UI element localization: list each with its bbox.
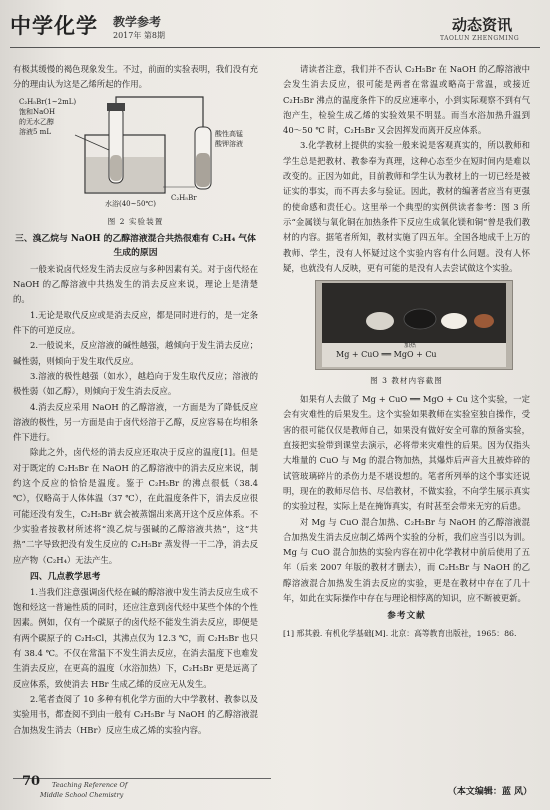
reaction-equation: Mg + CuO ══ MgO + Cu <box>336 350 437 360</box>
textbook-photo <box>315 280 513 370</box>
section-heading-3: 三、溴乙烷与 NaOH 的乙醇溶液混合共热很难有 C₂H₄ 气体生成的原因 <box>15 233 256 258</box>
editor-note: （本文编辑：蓝 风） <box>447 787 532 797</box>
paragraph: 有极其缓慢的褐色现象发生。不过，前面的实验表明，我们没有充分的理由认为这是乙烯所起的作用。 <box>13 64 258 90</box>
paragraph: 请读者注意，我们并不否认 C₂H₅Br 在 NaOH 的乙醇溶液中会发生消去反应，很可能是两者在常温或略高于常温，或接近 C₂H₅Br 沸点的温度条件下的反应速率小，小到实际观察不到有气泡产生，检验生成乙烯的实验效果不明显。而当水浴加热升温到 40～50 ℃ 时，C₂H₅Br 又会因挥发而离开反应体系。 <box>283 64 530 136</box>
section-title: 动态资讯 <box>451 16 512 34</box>
page-number: 70 <box>22 774 41 789</box>
paragraph: 4.消去反应采用 NaOH 的乙醇溶液，一方面是为了降低反应溶液的极性，另一方面是由于卤代烃溶于乙醇，反应容易在均相条件下进行。 <box>13 401 258 443</box>
gas-label: C₂H₅Br <box>171 193 197 202</box>
footer-rule <box>13 778 271 779</box>
reagent-label: C₂H₅Br(1~2mL) 饱和NaOH 的无水乙醇 溶液5 mL <box>19 97 77 136</box>
header-rule <box>10 47 540 48</box>
bath-label: 水浴(40~50℃) <box>105 199 156 208</box>
figure-2-apparatus <box>13 95 258 213</box>
figure-3-caption: 图 3 教材内容截图 <box>370 376 443 386</box>
paragraph: 1.无论是取代反应或是消去反应，都是同时进行的，是一定条件下的可逆反应。 <box>13 309 258 336</box>
section-en: TAOLUN ZHENGMING <box>440 35 520 42</box>
paragraph: 一般来说卤代烃发生消去反应与多种因素有关。对于卤代烃在 NaOH 的乙醇溶液中共热发生的消去反应来说，理论上是清楚的。 <box>13 263 258 305</box>
paragraph: 2.笔者查阅了 10 多种有机化学方面的大中学教材、教参以及实验用书，都查阅不到由一般有 C₂H₅Br 与 NaOH 的乙醇溶液混合加热发生消去（HBr）反应生成乙烯的实验内容。 <box>13 693 258 735</box>
paragraph: 除此之外，卤代烃的消去反应还取决于反应的温度[1]。但是对于既定的 C₂H₅Br 在 NaOH 的乙醇溶液中的消去反应来说，制约这个反应的恰恰是温度。鉴于 C₂H₅Br 的沸点很低（38.4 ℃），仅略高于人体体温（37 ℃），在此温度条件下，消去反应很可能还没有发生，C₂H₅Br 就会被蒸馏出来离开这个反应体系。不少实验者按教材所述将“溴乙烷与强碱的乙醇溶液共热”，这“共热”二字导致把没有发生反应的 C₂H₅Br 蒸发得一干二净，消去反应产物（C₂H₄）无法产生。 <box>13 447 258 565</box>
paragraph: 2.一般说来，反应溶液的碱性越强，越倾向于发生消去反应；碱性弱，则倾向于发生取代反应。 <box>13 340 258 366</box>
paragraph: 对 Mg 与 CuO 混合加热、C₂H₅Br 与 NaOH 的乙醇溶液混合加热发生消去反应制乙烯两个实验的分析，我们应当引以为训。Mg 与 CuO 混合加热的实验内容在初中化学教材中前后使用了五年（后来 2007 年版的教材才删去），而 C₂H₅Br 与 NaOH 的乙醇溶液混合加热发生消去反应的实验，更是在教材中存在了几十年，如此在实际操作中存在与理论相悖离的知识，应不断被更新。 <box>283 516 530 604</box>
paragraph: 1.当我们注意强调卤代烃在碱的醇溶液中发生消去反应生成不饱和烃这一普遍性质的同时，还应注意到卤代烃中某些个体的个性因素。例如，仅有一个碳原子的卤代烃不能发生消去反应，即便是有两个碳原子的 C₂H₅Cl，其沸点仅为 12.3 ℃，而 C₂H₅Br 也只有 38.4 ℃。不仅在常温下不发生消去反应，在消去温度下也难发生消去反应，在更高的温度（水浴加热）下，C₂H₅Br 更是远离了反应体系，致使消去 HBr 生成乙烯的反应无从发生。 <box>13 586 258 689</box>
footer-en-line1: Teaching Reference Of <box>52 781 128 789</box>
right-column <box>283 62 530 640</box>
magazine-title: 教学参考 <box>113 15 162 29</box>
figure-3-textbook <box>283 280 530 392</box>
figure-2-caption: 图 2 实验装置 <box>107 216 164 226</box>
acid-label: 酸性高锰 酸钾溶液 <box>215 129 243 148</box>
photo-caption-card <box>322 343 506 367</box>
footer-en-line2: Middle School Chemistry <box>40 791 124 799</box>
section-heading-4: 四、几点教学思考 <box>30 571 101 582</box>
paragraph: 3.溶液的极性越强（如水），越趋向于发生取代反应；溶液的极性弱（如乙醇），则倾向于发生消去反应。 <box>13 370 258 397</box>
references-title: 参考文献 <box>387 611 426 622</box>
reference-1: [1] 邢其毅. 有机化学基础[M]. 北京：高等教育出版社，1965：86. <box>283 628 517 638</box>
reaction-condition: 加热 <box>404 342 417 350</box>
issue-label: 2017年 第8期 <box>113 31 165 40</box>
paragraph: 3.化学教材上提供的实验一般来说是客观真实的，所以教师和学生总是把教材、教参奉为真理，这种心态至少在短时间内是难以改变的。正因为如此，目前教师和学生认为教材上的一切已经是被证实的事实，而不再去多与验证。因此，教材的编著者应当有更强的使命感和责任心。这里举一个典型的实例供读者参考：图 3 所示“金属镁与氧化铜在加热条件下反应生成氧化镁和铜”曾是我们教材的内容。据笔者所知，教材实施了四五年。全国各地成千上万的教师、学生，没有人怀疑过这个实验内容有什么问题。没有人怀疑，也就没有人反映，更有可能的是没有人去尝试做这个实验。 <box>283 140 530 273</box>
journal-logo: 中学化学 <box>10 13 98 38</box>
paragraph: 如果有人去做了 Mg + CuO ══ MgO + Cu 这个实验，一定会有灾难性的后果发生。这个实验如果教师在实验室独自操作，受害的很可能仅仅是教师自己，如果没有做好安全可靠的预备实验，直接把实验带到课堂去演示，必将带来灾难性的后果。因为仅指头大堆量的 CuO 与 Mg 的混合物加热，其爆炸后声音大且被炸碎的试管玻璃碎片的杀伤力是不堪设想的。笔者所列举的这个事实还说明，现在的教师尽信书、尽信教材，不做实验，不向学生展示真实的实验过程，实际上是在掩饰真实，有时甚至会带来无穷的后患。 <box>283 394 530 512</box>
left-column <box>13 62 258 738</box>
